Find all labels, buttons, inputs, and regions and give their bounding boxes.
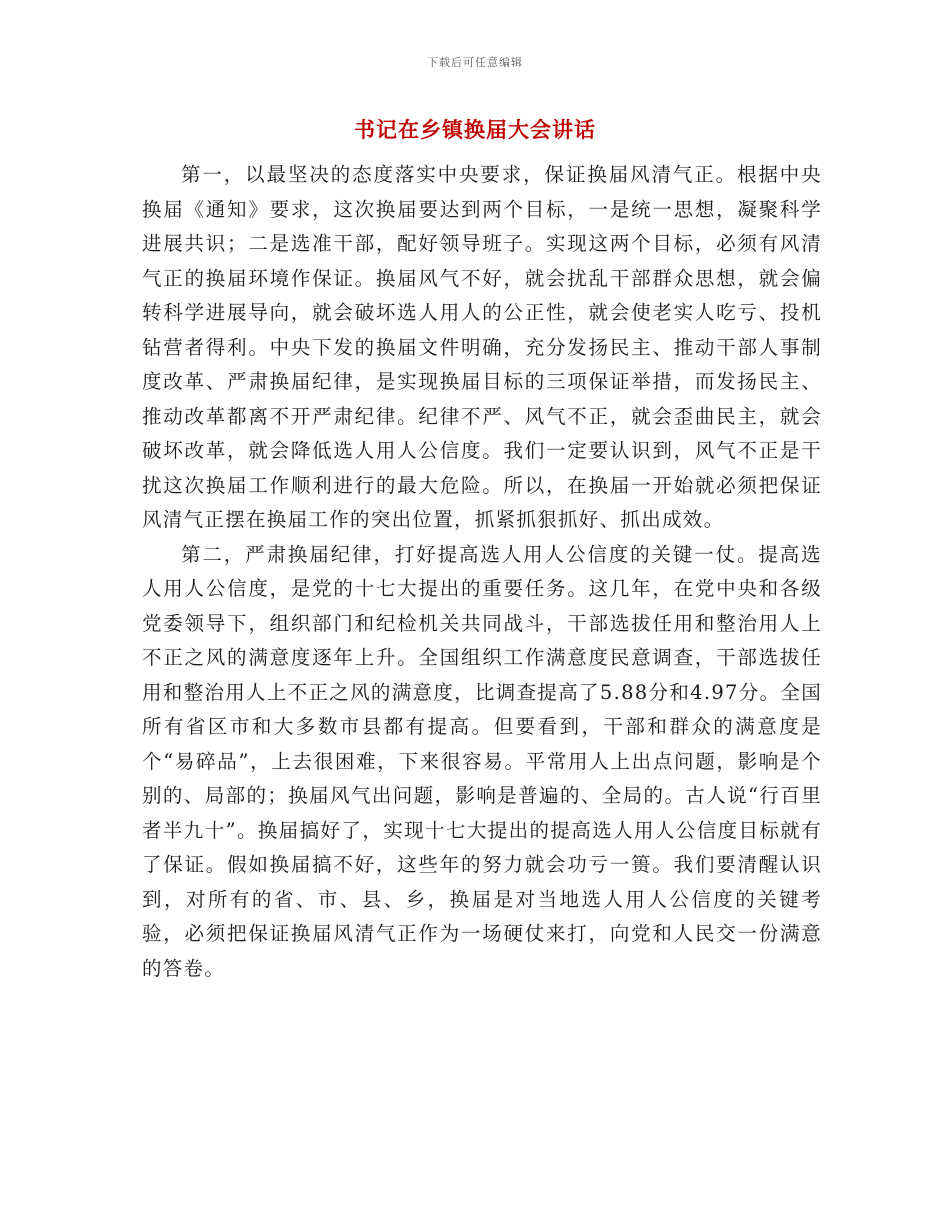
header-note: 下载后可任意编辑 <box>427 56 523 69</box>
document-body <box>142 158 822 986</box>
paragraph-1: 第一，以最坚决的态度落实中央要求，保证换届风清气正。根据中央换届《通知》要求，这次换届要达到两个目标，一是统一思想，凝聚科学进展共识；二是选准干部，配好领导班子。实现这两个目标，必须有风清气正的换届环境作保证。换届风气不好，就会扰乱干部群众思想，就会偏转科学进展导向，就会破坏选人用人的公正性，就会使老实人吃亏、投机钻营者得利。中央下发的换届文件明确，充分发扬民主、推动干部人事制度改革、严肃换届纪律，是实现换届目标的三项保证举措，而发扬民主、推动改革都离不开严肃纪律。纪律不严、风气不正，就会歪曲民主，就会破坏改革，就会降低选人用人公信度。我们一定要认识到，风气不正是干扰这次换届工作顺利进行的最大危险。所以，在换届一开始就必须把保证风清气正摆在换届工作的突出位置，抓紧抓狠抓好、抓出成效。 <box>142 163 822 531</box>
document-title: 书记在乡镇换届大会讲话 <box>354 117 596 142</box>
paragraph-2: 第二，严肃换届纪律，打好提高选人用人公信度的关键一仗。提高选人用人公信度，是党的十七大提出的重要任务。这几年，在党中央和各级党委领导下，组织部门和纪检机关共同战斗，干部选拔任用和整治用人上不正之风的满意度逐年上升。全国组织工作满意度民意调查，干部选拔任用和整治用人上不正之风的满意度，比调查提高了5.88分和4.97分。全国所有省区市和大多数市县都有提高。但要看到，干部和群众的满意度是个“易碎品”，上去很困难，下来很容易。平常用人上出点问题，影响是个别的、局部的；换届风气出问题，影响是普遍的、全局的。古人说“行百里者半九十”。换届搞好了，实现十七大提出的提高选人用人公信度目标就有了保证。假如换届搞不好，这些年的努力就会功亏一篑。我们要清醒认识到，对所有的省、市、县、乡，换届是对当地选人用人公信度的关键考验，必须把保证换届风清气正作为一场硬仗来打，向党和人民交一份满意的答卷。 <box>142 542 822 980</box>
